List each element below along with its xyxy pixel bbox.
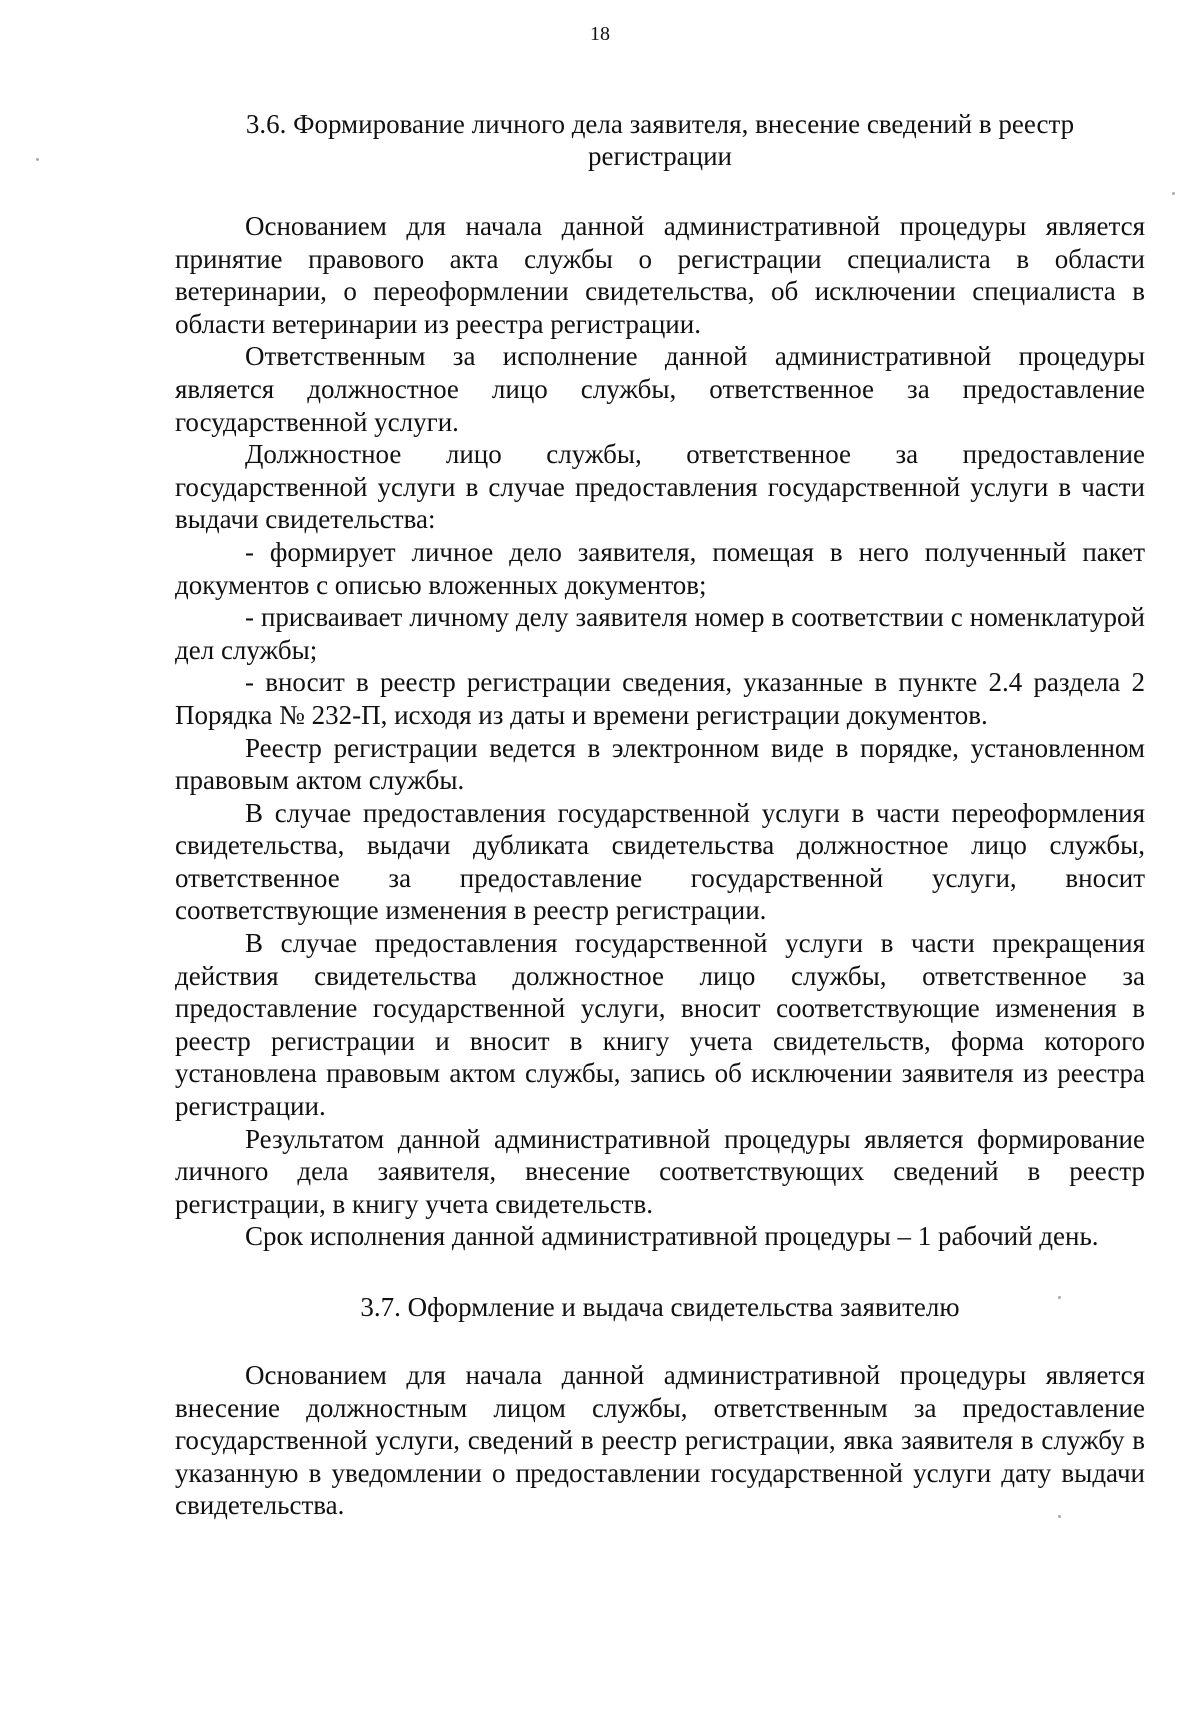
paragraph: Результатом данной административной процедуры является формирование личного дела заявителя, внесение соответствующих сведений в реестр регистрации, в книгу учета свидетельств. bbox=[175, 1123, 1145, 1219]
paragraph: Ответственным за исполнение данной административной процедуры является должностное лицо службы, ответственное за предоставление государственной услуги. bbox=[175, 341, 1145, 437]
section-heading-3-6: 3.6. Формирование личного дела заявителя, внесение сведений в реестр регистрации bbox=[245, 109, 1075, 171]
scan-speck bbox=[1172, 192, 1175, 195]
paragraph: В случае предоставления государственной услуги в части переоформления свидетельства, выдачи дубликата свидетельства должностное лицо службы, ответственное за предоставление государственной услуги, вносит соответствующие изменения в реестр регистрации. bbox=[175, 797, 1145, 926]
scan-speck bbox=[1058, 1296, 1061, 1299]
list-item: - присваивает личному делу заявителя номер в соответствии с номенклатурой дел службы; bbox=[175, 602, 1145, 665]
paragraph: Основанием для начала данной административной процедуры является внесение должностным лицом службы, ответственным за предоставление государственной услуги, сведений в реестр регистрации, явка заявителя в службу в указанную в уведомлении о предоставлении государственной услуги дату выдачи свидетельства. bbox=[175, 1360, 1145, 1521]
document-body bbox=[175, 108, 1145, 1522]
paragraph: В случае предоставления государственной услуги в части прекращения действия свидетельства должностное лицо службы, ответственное за предоставление государственной услуги, вносит соответствующие изменения в реестр регистрации и вносит в книгу учета свидетельств, форма которого установлена правовым актом службы, запись об исключении заявителя из реестра регистрации. bbox=[175, 928, 1145, 1122]
section-heading-3-7: 3.7. Оформление и выдача свидетельства заявителю bbox=[360, 1292, 960, 1322]
scan-speck bbox=[36, 158, 39, 161]
list-item: - формирует личное дело заявителя, помещая в него полученный пакет документов с описью вложенных документов; bbox=[175, 536, 1145, 600]
paragraph: Основанием для начала данной административной процедуры является принятие правового акта службы о регистрации специалиста в области ветеринарии, о переоформлении свидетельства, об исключении специалиста в области ветеринарии из реестра регистрации. bbox=[175, 211, 1145, 339]
paragraph: Должностное лицо службы, ответственное за предоставление государственной услуги в случае предоставления государственной услуги в части выдачи свидетельства: bbox=[175, 439, 1145, 535]
paragraph: Срок исполнения данной административной процедуры – 1 рабочий день. bbox=[245, 1221, 1099, 1252]
page-number: 18 bbox=[590, 23, 610, 45]
list-item: - вносит в реестр регистрации сведения, указанные в пункте 2.4 раздела 2 Порядка № 232-П, исходя из даты и времени регистрации документов. bbox=[175, 667, 1145, 730]
scan-speck bbox=[1058, 1515, 1061, 1518]
paragraph: Реестр регистрации ведется в электронном виде в порядке, установленном правовым актом службы. bbox=[175, 732, 1145, 796]
